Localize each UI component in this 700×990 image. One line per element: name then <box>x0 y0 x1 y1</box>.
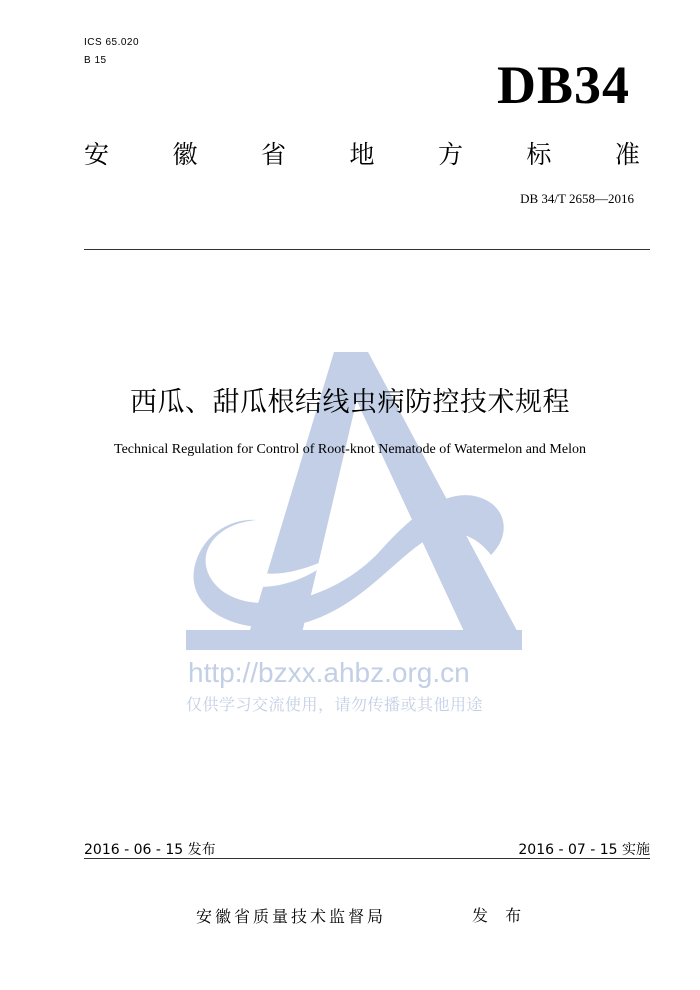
standard-type-char: 方 <box>437 140 463 169</box>
standard-type-char: 标 <box>526 140 552 169</box>
issue-date: 2016 - 06 - 15 发布 <box>84 842 216 858</box>
emblem-base-bar <box>186 630 522 650</box>
standard-type-char: 准 <box>614 140 640 169</box>
standard-type-char: 地 <box>349 140 375 169</box>
standard-type-char: 省 <box>260 140 286 169</box>
watermark-url: http://bzxx.ahbz.org.cn <box>188 657 470 688</box>
standard-number: DB 34/T 2658—2016 <box>520 191 634 206</box>
publish-label: 发 布 <box>472 906 528 925</box>
document-title-english: Technical Regulation for Control of Root-knot Nematode of Watermelon and Melon <box>114 442 586 457</box>
watermark-note: 仅供学习交流使用，请勿传播或其他用途 <box>186 695 484 714</box>
classification-code: B 15 <box>84 55 107 66</box>
footer-divider <box>84 858 650 859</box>
standard-type-char: 徽 <box>172 140 198 169</box>
document-title-chinese: 西瓜、甜瓜根结线虫病防控技术规程 <box>130 387 570 418</box>
implementation-date: 2016 - 07 - 15 实施 <box>518 842 650 858</box>
ics-code: ICS 65.020 <box>84 37 140 48</box>
header-divider <box>84 249 650 250</box>
standard-type-char: 安 <box>84 140 110 169</box>
db-logo: DB34 <box>496 55 630 115</box>
standard-type-heading <box>84 138 640 172</box>
issuing-authority: 安徽省质量技术监督局 <box>196 907 387 926</box>
